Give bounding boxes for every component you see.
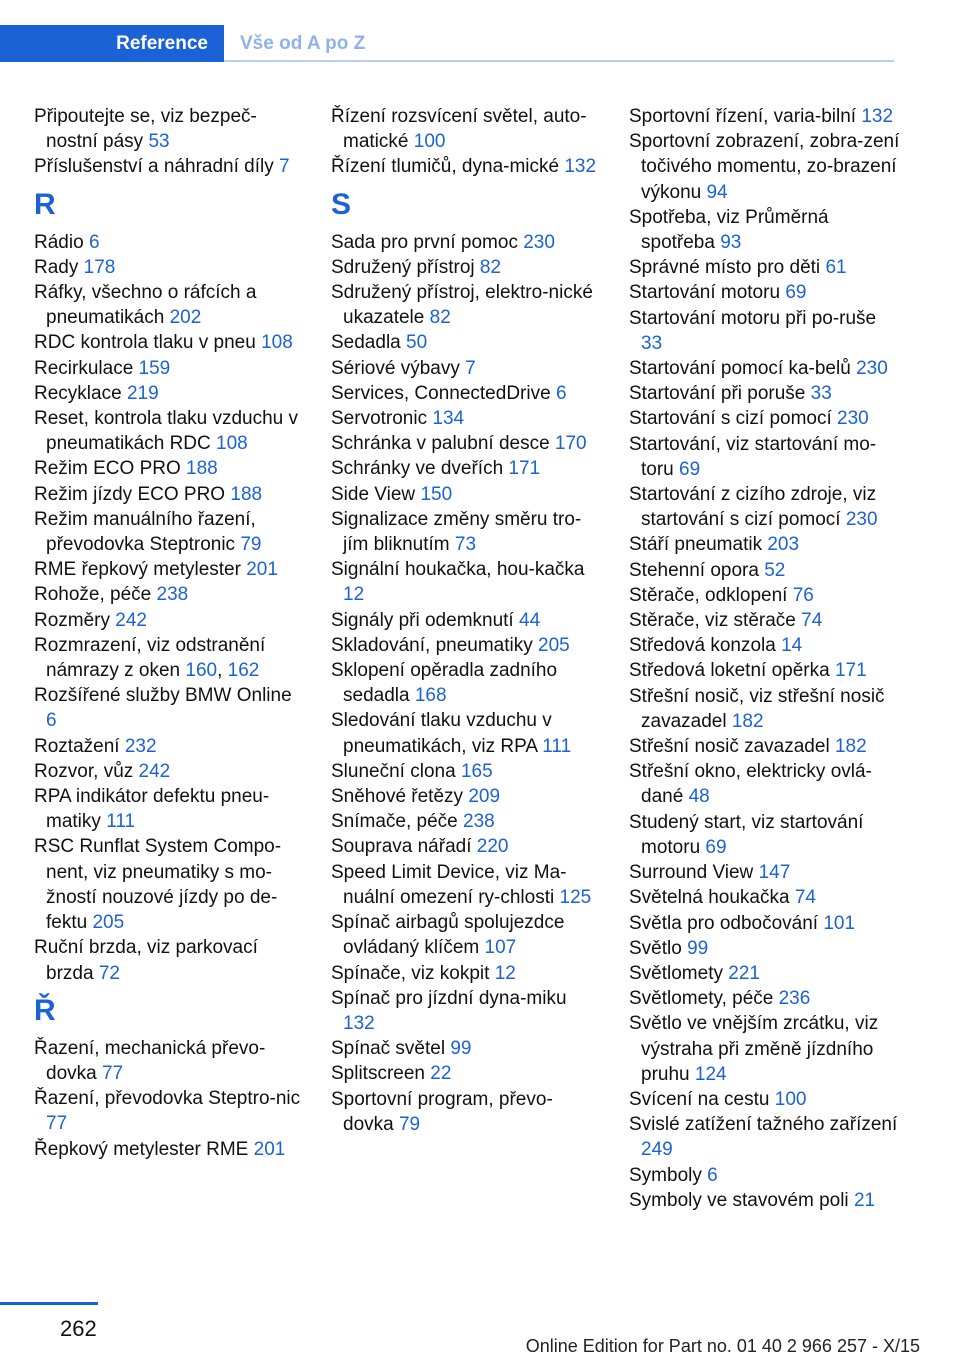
index-term: Sněhové řetězy bbox=[331, 786, 464, 808]
index-entry bbox=[331, 1036, 603, 1061]
index-term: Servotronic bbox=[331, 408, 428, 430]
index-entry bbox=[331, 557, 603, 607]
page-reference-link[interactable]: 203 bbox=[767, 534, 800, 556]
page-reference-link[interactable]: 108 bbox=[261, 332, 293, 354]
page-reference-link[interactable]: 33 bbox=[810, 383, 832, 405]
page-reference-link[interactable]: 205 bbox=[538, 634, 570, 656]
page-reference-link[interactable]: 7 bbox=[279, 156, 290, 178]
page-reference-link[interactable]: 219 bbox=[126, 382, 159, 404]
index-entry bbox=[629, 482, 901, 532]
page-reference-link[interactable]: 205 bbox=[92, 912, 125, 934]
index-term: Sportovní zobrazení, zobra-zení točivého momentu, zo-brazení výkonu bbox=[629, 131, 900, 203]
index-term: Řízení tlumičů, dyna-mické bbox=[331, 156, 560, 178]
index-letter: R bbox=[34, 187, 56, 221]
page-reference-link[interactable]: 230 bbox=[845, 509, 878, 531]
index-entry bbox=[34, 104, 306, 154]
index-entry bbox=[629, 986, 901, 1011]
index-term: Roztažení bbox=[34, 735, 120, 757]
index-entry bbox=[629, 936, 901, 961]
page-reference-link[interactable]: 79 bbox=[240, 534, 262, 556]
index-term: Stěrače, odklopení bbox=[629, 584, 788, 606]
index-entry bbox=[34, 734, 306, 759]
index-entry bbox=[34, 381, 306, 406]
index-entry bbox=[34, 759, 306, 784]
index-entry bbox=[34, 230, 306, 255]
index-term: Správné místo pro děti bbox=[629, 257, 821, 279]
index-term: Signály při odemknutí bbox=[331, 609, 514, 631]
index-term: Startování motoru bbox=[629, 282, 781, 304]
index-entry bbox=[331, 986, 603, 1036]
index-entry bbox=[331, 482, 603, 507]
index-term: Sklopení opěradla zadního sedadla bbox=[331, 660, 558, 707]
index-term: Stehenní opora bbox=[629, 559, 759, 581]
index-term: Režim jízdy ECO PRO bbox=[34, 483, 226, 505]
page-reference-link[interactable]: 165 bbox=[460, 760, 493, 782]
index-term: Speed Limit Device, viz Ma-nuální omezení ry-chlosti bbox=[331, 861, 567, 908]
index-term: Studený start, viz startování motoru bbox=[629, 811, 864, 858]
index-entry bbox=[34, 482, 306, 507]
index-term: Připoutejte se, viz bezpeč-nostní pásy bbox=[34, 106, 257, 153]
edition-note: Online Edition for Part no. 01 40 2 966 257 - X/15 bbox=[525, 1336, 920, 1356]
index-term: Startování z cizího zdroje, viz startování s cizí pomocí bbox=[629, 484, 877, 531]
index-entry bbox=[629, 1112, 901, 1162]
index-entry bbox=[331, 658, 603, 708]
page-reference-link[interactable]: 79 bbox=[398, 1113, 421, 1135]
index-term: Surround View bbox=[629, 862, 754, 884]
index-term: Řízení rozsvícení světel, auto-matické bbox=[331, 106, 587, 153]
index-entry bbox=[331, 330, 603, 355]
index-entry bbox=[629, 356, 901, 381]
index-entry bbox=[331, 961, 603, 986]
index-entry bbox=[34, 1036, 306, 1086]
index-entry bbox=[331, 784, 603, 809]
page-reference-link[interactable]: 236 bbox=[778, 988, 811, 1010]
page-reference-link[interactable]: 6 bbox=[707, 1164, 718, 1186]
index-entry bbox=[331, 708, 603, 758]
page-reference-link[interactable]: 111 bbox=[106, 811, 136, 833]
page-reference-link[interactable]: 69 bbox=[785, 282, 807, 304]
index-term: Svislé zatížení tažného zařízení bbox=[629, 1114, 898, 1136]
index-entry bbox=[629, 205, 901, 255]
index-entry bbox=[629, 104, 901, 129]
page-reference-link[interactable]: 22 bbox=[430, 1063, 452, 1085]
page-reference-link[interactable]: 69 bbox=[679, 458, 701, 480]
index-term: Režim ECO PRO bbox=[34, 458, 181, 480]
page-reference-link[interactable]: 12 bbox=[494, 962, 516, 984]
page-reference-link[interactable]: 188 bbox=[186, 458, 218, 480]
page-reference-link[interactable]: 77 bbox=[46, 1113, 68, 1135]
index-term: Stěrače, viz stěrače bbox=[629, 610, 796, 632]
page-reference-link[interactable]: 101 bbox=[823, 912, 856, 934]
index-term: Sedadla bbox=[331, 332, 401, 354]
index-entry bbox=[34, 507, 306, 557]
index-term: RSC Runflat System Compo-nent, viz pneumatiky s mo-žností nouzové jízdy po de-fektu bbox=[34, 836, 282, 934]
index-column-2 bbox=[331, 104, 603, 1137]
index-term: Side View bbox=[331, 483, 416, 505]
page-reference-link[interactable]: 93 bbox=[720, 232, 742, 254]
index-letter: S bbox=[331, 187, 352, 221]
index-term: Střešní nosič, viz střešní nosič zavazadel bbox=[629, 685, 885, 732]
page-reference-link[interactable]: 125 bbox=[559, 886, 592, 908]
index-term: Sdružený přístroj bbox=[331, 256, 475, 278]
page-reference-link[interactable]: 230 bbox=[523, 231, 555, 253]
index-term: Startování pomocí ka-belů bbox=[629, 358, 851, 380]
index-entry bbox=[629, 885, 901, 910]
index-entry bbox=[34, 456, 306, 481]
page-reference-link[interactable]: 220 bbox=[476, 836, 509, 858]
page-reference-link[interactable]: 21 bbox=[853, 1189, 876, 1211]
page-reference-link[interactable]: 12 bbox=[343, 584, 365, 606]
index-column-3 bbox=[629, 104, 901, 1213]
page-reference-link[interactable]: 100 bbox=[774, 1088, 807, 1110]
index-entry bbox=[331, 910, 603, 960]
index-term: Startování při poruše bbox=[629, 383, 806, 405]
page-reference-link[interactable]: 182 bbox=[834, 736, 867, 758]
index-entry bbox=[629, 608, 901, 633]
page-reference-link[interactable]: 201 bbox=[246, 559, 278, 581]
index-entry bbox=[34, 280, 306, 330]
page-reference-link[interactable]: 6 bbox=[88, 231, 100, 253]
index-term: Příslušenství a náhradní díly bbox=[34, 156, 274, 178]
index-term: Startování, viz startování mo-toru bbox=[629, 433, 877, 480]
index-term: Schránky ve dveřích bbox=[331, 458, 504, 480]
page-reference-link[interactable]: 160 bbox=[185, 660, 218, 682]
page-reference-link[interactable]: 74 bbox=[801, 610, 823, 632]
subsection-label: Vše od A po Z bbox=[240, 32, 366, 54]
page-reference-link[interactable]: 61 bbox=[825, 257, 847, 279]
index-entry bbox=[331, 406, 603, 431]
index-term: Splitscreen bbox=[331, 1063, 425, 1085]
index-entry bbox=[331, 608, 603, 633]
index-entry bbox=[331, 507, 603, 557]
index-term: RDC kontrola tlaku v pneu bbox=[34, 332, 256, 354]
page-reference-link[interactable]: 168 bbox=[414, 685, 447, 707]
index-entry bbox=[34, 582, 306, 607]
index-term: Světelná houkačka bbox=[629, 887, 790, 909]
page-reference-link[interactable]: 202 bbox=[169, 307, 202, 329]
index-entry bbox=[629, 961, 901, 986]
index-entry bbox=[629, 810, 901, 860]
page-reference-link[interactable]: 238 bbox=[156, 584, 189, 606]
index-entry bbox=[331, 154, 603, 179]
index-term: Signální houkačka, hou-kačka bbox=[331, 559, 585, 581]
index-term: Sportovní program, převo-dovka bbox=[331, 1088, 553, 1135]
page-reference-link[interactable]: 134 bbox=[432, 408, 465, 430]
page-number: 262 bbox=[60, 1316, 97, 1341]
page-reference-link[interactable]: 170 bbox=[554, 433, 587, 455]
header-divider bbox=[224, 60, 894, 62]
index-term: Startování motoru při po-ruše bbox=[629, 307, 877, 329]
page-reference-link[interactable]: 242 bbox=[138, 760, 171, 782]
footer-divider bbox=[0, 1302, 98, 1305]
index-entry bbox=[331, 759, 603, 784]
index-term: Středová konzola bbox=[629, 635, 776, 657]
index-entry bbox=[629, 658, 901, 683]
index-term: Skladování, pneumatiky bbox=[331, 634, 533, 656]
index-entry bbox=[331, 834, 603, 859]
index-entry bbox=[34, 557, 306, 582]
page-reference-link[interactable]: 178 bbox=[83, 256, 116, 278]
index-entry bbox=[331, 860, 603, 910]
index-term: Sledování tlaku vzduchu v pneumatikách, viz RPA bbox=[331, 710, 552, 757]
index-entry bbox=[331, 431, 603, 456]
page-reference-link[interactable]: 171 bbox=[508, 458, 541, 480]
page-reference-link[interactable]: 69 bbox=[705, 836, 727, 858]
index-term: Sdružený přístroj, elektro-nické ukazatele bbox=[331, 282, 593, 329]
index-term: Rádio bbox=[34, 231, 84, 253]
index-term: Světla pro odbočování bbox=[629, 912, 819, 934]
index-entry bbox=[629, 734, 901, 759]
page-reference-link[interactable]: 74 bbox=[794, 887, 816, 909]
page-reference-link[interactable]: 107 bbox=[484, 937, 517, 959]
page-reference-link[interactable]: 76 bbox=[792, 584, 814, 606]
page-reference-link[interactable]: 100 bbox=[413, 131, 446, 153]
index-entry bbox=[331, 255, 603, 280]
index-term: Rozmrazení, viz odstranění námrazy z oken bbox=[34, 634, 266, 682]
index-term: Sportovní řízení, varia-bilní bbox=[629, 106, 857, 127]
index-entry bbox=[34, 406, 306, 456]
index-term: Svícení na cestu bbox=[629, 1088, 770, 1110]
header-bar bbox=[0, 25, 894, 62]
index-entry bbox=[629, 633, 901, 658]
page-reference-link[interactable]: 221 bbox=[728, 962, 760, 984]
page-reference-link[interactable]: 171 bbox=[834, 660, 867, 682]
index-term: Světlomety, péče bbox=[629, 988, 774, 1010]
page-reference-link[interactable]: 108 bbox=[216, 433, 248, 455]
index-entry bbox=[629, 432, 901, 482]
page-reference-link[interactable]: 48 bbox=[688, 786, 710, 808]
index-term: Ruční brzda, viz parkovací brzda bbox=[34, 937, 258, 984]
index-term: Řazení, převodovka Steptro-nic bbox=[34, 1088, 301, 1110]
index-term: Rady bbox=[34, 256, 79, 278]
index-entry bbox=[331, 230, 603, 255]
index-term: Světlo ve vnějším zrcátku, viz výstraha při změně jízdního pruhu bbox=[629, 1013, 879, 1085]
page-reference-link[interactable]: 6 bbox=[555, 382, 567, 404]
page-reference-link[interactable]: 230 bbox=[856, 358, 888, 380]
page-reference-link[interactable]: 150 bbox=[420, 483, 453, 505]
index-term: Recyklace bbox=[34, 382, 122, 404]
index-entry bbox=[34, 1137, 306, 1162]
page-reference-link[interactable]: 249 bbox=[641, 1139, 673, 1161]
index-entry bbox=[629, 1188, 901, 1213]
page-reference-link[interactable]: 99 bbox=[687, 937, 709, 959]
index-entry bbox=[331, 1061, 603, 1086]
index-entry bbox=[331, 104, 603, 154]
page-reference-link[interactable]: 159 bbox=[138, 357, 171, 379]
page-reference-link[interactable]: 132 bbox=[564, 156, 597, 178]
page-reference-link[interactable]: 188 bbox=[230, 483, 263, 505]
index-entry bbox=[629, 911, 901, 936]
index-entry bbox=[629, 255, 901, 280]
index-term: Řepkový metylester RME bbox=[34, 1138, 249, 1160]
page-reference-link[interactable]: 238 bbox=[463, 811, 495, 833]
index-term: Signalizace změny směru tro-jím bliknutím bbox=[331, 508, 582, 556]
index-entry bbox=[629, 280, 901, 305]
index-term: Services, ConnectedDrive bbox=[331, 382, 551, 404]
index-term: Střešní okno, elektricky ovlá-dané bbox=[629, 761, 872, 808]
index-entry bbox=[34, 255, 306, 280]
index-entry bbox=[331, 809, 603, 834]
index-term: Režim manuálního řazení, převodovka Steptronic bbox=[34, 508, 256, 556]
page-reference-link[interactable]: 82 bbox=[479, 256, 502, 278]
page-reference-link[interactable]: 77 bbox=[101, 1062, 124, 1084]
page-reference-link[interactable]: 111 bbox=[542, 735, 572, 757]
index-term: RME řepkový metylester bbox=[34, 559, 241, 581]
index-term: Rozvor, vůz bbox=[34, 760, 134, 782]
index-entry bbox=[629, 1011, 901, 1087]
page-reference-link[interactable]: 52 bbox=[764, 559, 786, 581]
index-term: Symboly ve stavovém poli bbox=[629, 1189, 849, 1211]
page-reference-link[interactable]: 7 bbox=[465, 357, 476, 379]
index-column-1 bbox=[34, 104, 306, 1162]
index-entry bbox=[34, 356, 306, 381]
subsection-tab bbox=[224, 25, 894, 62]
index-term: Startování s cizí pomocí bbox=[629, 408, 832, 430]
index-entry bbox=[629, 558, 901, 583]
index-term: Rohože, péče bbox=[34, 584, 152, 606]
page-reference-link[interactable]: 147 bbox=[758, 862, 791, 884]
index-letter: Ř bbox=[34, 993, 56, 1027]
index-term: Rozšířené služby BMW Online bbox=[34, 685, 292, 707]
page-reference-link[interactable]: 242 bbox=[115, 609, 147, 631]
index-entry: Rozmrazení, viz odstranění námrazy z oken 160, 162 bbox=[34, 634, 266, 682]
page-reference-link[interactable]: 72 bbox=[98, 962, 120, 984]
page-reference-link[interactable]: 132 bbox=[343, 1012, 375, 1034]
index-term: Ráfky, všechno o ráfcích a pneumatikách bbox=[34, 282, 257, 329]
page-reference-link[interactable]: 124 bbox=[694, 1063, 727, 1085]
index-entry bbox=[629, 1163, 901, 1188]
index-entry bbox=[629, 684, 901, 734]
page-reference-link[interactable]: 132 bbox=[861, 106, 894, 127]
index-entry bbox=[34, 330, 306, 355]
index-entry bbox=[629, 759, 901, 809]
index-entry bbox=[34, 935, 306, 985]
index-entry bbox=[629, 381, 901, 406]
index-term: Snímače, péče bbox=[331, 811, 458, 833]
page-reference-link[interactable]: 6 bbox=[46, 710, 57, 732]
index-entry bbox=[629, 583, 901, 608]
index-entry bbox=[331, 633, 603, 658]
index-entry bbox=[34, 154, 306, 179]
index-term: Souprava nářadí bbox=[331, 836, 472, 858]
index-entry bbox=[331, 1087, 603, 1137]
index-entry bbox=[331, 456, 603, 481]
index-entry bbox=[34, 1086, 306, 1136]
index-entry bbox=[629, 306, 901, 356]
page-reference-link[interactable]: 230 bbox=[837, 408, 869, 430]
index-entry bbox=[331, 356, 603, 381]
page-reference-link[interactable]: 14 bbox=[781, 635, 803, 657]
index-term: Světlo bbox=[629, 937, 682, 959]
index-term: Stáří pneumatik bbox=[629, 534, 763, 556]
page-reference-link[interactable]: 94 bbox=[706, 181, 728, 203]
index-term: Reset, kontrola tlaku vzduchu v pneumatikách RDC bbox=[34, 408, 299, 455]
index-entry bbox=[629, 406, 901, 431]
index-term: Symboly bbox=[629, 1164, 702, 1186]
index-term: Spotřeba, viz Průměrná spotřeba bbox=[629, 206, 829, 254]
index-term: Spínače, viz kokpit bbox=[331, 962, 490, 984]
page-reference-link[interactable]: 33 bbox=[641, 332, 663, 354]
index-term: Recirkulace bbox=[34, 357, 134, 379]
page-reference-link[interactable]: 99 bbox=[450, 1038, 472, 1060]
index-term: Rozměry bbox=[34, 609, 111, 631]
index-entry bbox=[34, 608, 306, 633]
index-term: Střešní nosič zavazadel bbox=[629, 736, 830, 758]
page-reference-link[interactable]: 53 bbox=[148, 131, 170, 153]
page-reference-link[interactable]: 50 bbox=[406, 332, 428, 354]
index-entry bbox=[629, 129, 901, 205]
index-entry bbox=[331, 280, 603, 330]
index-entry bbox=[34, 784, 306, 834]
index-term: Řazení, mechanická převo-dovka bbox=[34, 1037, 266, 1084]
page-reference-link[interactable]: 82 bbox=[429, 307, 451, 329]
index-term: Spínač světel bbox=[331, 1038, 446, 1060]
index-entry bbox=[629, 860, 901, 885]
page-reference-link[interactable]: 209 bbox=[468, 786, 501, 808]
page-reference-link[interactable]: 201 bbox=[253, 1138, 286, 1160]
index-entry bbox=[34, 834, 306, 935]
index-term: Sériové výbavy bbox=[331, 357, 460, 379]
section-tab bbox=[0, 25, 224, 62]
index-entry bbox=[34, 683, 306, 733]
section-label: Reference bbox=[116, 32, 208, 54]
index-term: Schránka v palubní desce bbox=[331, 433, 550, 455]
page-reference-link[interactable]: 232 bbox=[124, 735, 157, 757]
page-reference-link[interactable]: 73 bbox=[454, 534, 477, 556]
page-reference-link[interactable]: 162 bbox=[227, 660, 260, 682]
index-entry bbox=[629, 1087, 901, 1112]
page-reference-link[interactable]: 44 bbox=[519, 609, 541, 631]
index-entry bbox=[331, 381, 603, 406]
index-entry bbox=[629, 532, 901, 557]
index-term: Spínač airbagů spolujezdce ovládaný klíčem bbox=[331, 912, 565, 959]
index-term: Sluneční clona bbox=[331, 760, 456, 782]
index-term: Sada pro první pomoc bbox=[331, 231, 518, 253]
index-term: Spínač pro jízdní dyna-miku bbox=[331, 987, 567, 1009]
page-reference-link[interactable]: 182 bbox=[731, 710, 764, 732]
index-term: Světlomety bbox=[629, 962, 723, 984]
index-term: RPA indikátor defektu pneu-matiky bbox=[34, 786, 270, 833]
index-term: Středová loketní opěrka bbox=[629, 660, 830, 682]
